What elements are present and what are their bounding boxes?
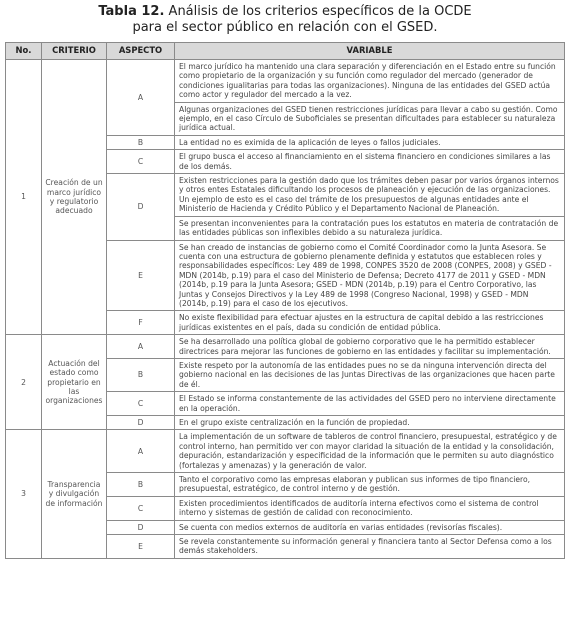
aspecto-cell: B <box>107 473 175 497</box>
variable-cell: Existe respeto por la autonomía de las entidades pues no se da ninguna intervención directa del gobierno nacional en las decisiones de las Juntas Directivas de las organizaciones que hacen parte de él. <box>175 358 565 391</box>
aspecto-cell: E <box>107 535 175 559</box>
variable-cell: Se cuenta con medios externos de auditoría en varias entidades (revisorías fiscales). <box>175 520 565 534</box>
criterio-cell: Creación de un marco jurídico y regulatorio adecuado <box>42 60 107 335</box>
variable-cell: Tanto el corporativo como las empresas elaboran y publican sus informes de tipo financiero, presupuestal, estratégico, de control interno y de gestión. <box>175 473 565 497</box>
caption-line-2: para el sector público en relación con el GSED. <box>132 20 438 35</box>
aspecto-cell: B <box>107 135 175 149</box>
variable-cell: Se revela constantemente su información general y financiera tanto al Sector Defensa como a los demás stakeholders. <box>175 535 565 559</box>
variable-cell: El Estado se informa constantemente de las actividades del GSED pero no interviene directamente en la operación. <box>175 392 565 416</box>
variable-cell: El marco jurídico ha mantenido una clara separación y diferenciación en el Estado entre su función como propietario de la organización y su función como regulador del mercado (generador de condiciones igualitarias para todas las organizaciones). Ninguna de las entidades del GSED actúa como actor y regulador del mercado a la vez. <box>175 60 565 103</box>
variable-cell: Se presentan inconvenientes para la contratación pues los estatutos en materia de contratación de las entidades públicas son inflexibles debido a su naturaleza jurídica. <box>175 216 565 240</box>
variable-cell: En el grupo existe centralización en la función de propiedad. <box>175 416 565 430</box>
caption-label: Tabla 12. <box>98 4 165 19</box>
variable-cell: Existen restricciones para la gestión dado que los trámites deben pasar por varios órganos internos y otros entes Estatales dificultando los procesos de planeación y ejecución de las organizaciones. Un ejemplo de esto es el caso del trámite de los presupuestos de algunas entidades ante el Ministerio de Hacienda y Crédito Público y el Departamento Nacional de Planeación. <box>175 174 565 217</box>
row-number: 1 <box>6 60 42 335</box>
variable-cell: No existe flexibilidad para efectuar ajustes en la estructura de capital debido a las restricciones jurídicas existentes en el país, dada su condición de entidad pública. <box>175 311 565 335</box>
variable-cell: El grupo busca el acceso al financiamiento en el sistema financiero en condiciones similares a las de los demás. <box>175 150 565 174</box>
aspecto-cell: D <box>107 174 175 240</box>
aspecto-cell: D <box>107 416 175 430</box>
analysis-table <box>5 42 565 559</box>
aspecto-cell: A <box>107 60 175 136</box>
caption-text-1: Análisis de los criterios específicos de la OCDE <box>168 4 472 19</box>
aspecto-cell: C <box>107 392 175 416</box>
header-no: No. <box>6 43 42 60</box>
variable-cell: La implementación de un software de tableros de control financiero, presupuestal, estratégico y de control interno, han permitido ver con mayor claridad la situación de la entidad y la consolidación, depuración, estandarización y especificidad de la información que le permiten su auto diagnóstico (fortalezas y amenazas) y la generación de valor. <box>175 430 565 473</box>
aspecto-cell: D <box>107 520 175 534</box>
aspecto-cell: A <box>107 335 175 359</box>
header-criterio: CRITERIO <box>42 43 107 60</box>
header-row <box>6 43 565 60</box>
header-aspecto: ASPECTO <box>107 43 175 60</box>
aspecto-cell: C <box>107 150 175 174</box>
table-row <box>6 335 565 359</box>
aspecto-cell: E <box>107 240 175 311</box>
variable-cell: Algunas organizaciones del GSED tienen restricciones jurídicas para llevar a cabo su gestión. Como ejemplo, en el caso Círculo de Suboficiales se presentan dificultades para establecer su naturaleza jurídica actual. <box>175 102 565 135</box>
table-row <box>6 430 565 473</box>
variable-cell: Se han creado de instancias de gobierno como el Comité Coordinador como la Junta Asesora. Se cuenta con una estructura de gobierno plenamente definida y estatutos que establecen roles y responsabilidades específicos: Ley 489 de 1998, CONPES 3520 de 2008 (CONPES, 2008) y GSED - MDN (2014b, p.19) para el caso del Ministerio de Defensa; Decreto 4177 de 2011 y GSED - MDN (2014b, p.19 para la Junta Asesora; GSED - MDN (2014b, p.19) para el Centro Corporativo, las Juntas y Consejos Directivos y la Ley 489 de 1998 (Congreso Nacional, 1998) y GSED - MDN (2014b, p.19) para el caso de los ejecutivos. <box>175 240 565 311</box>
caption-line-1 <box>0 4 570 20</box>
table-row <box>6 60 565 103</box>
table-body <box>6 60 565 559</box>
row-number: 2 <box>6 335 42 430</box>
aspecto-cell: A <box>107 430 175 473</box>
row-number: 3 <box>6 430 42 558</box>
aspecto-cell: C <box>107 496 175 520</box>
table-caption <box>0 0 570 40</box>
header-variable: VARIABLE <box>175 43 565 60</box>
criterio-cell: Actuación del estado como propietario en las organizaciones <box>42 335 107 430</box>
aspecto-cell: B <box>107 358 175 391</box>
criterio-cell: Transparencia y divulgación de información <box>42 430 107 558</box>
variable-cell: Existen procedimientos identificados de auditoría interna efectivos como el sistema de control interno y sistemas de gestión de calidad con reconocimiento. <box>175 496 565 520</box>
variable-cell: La entidad no es eximida de la aplicación de leyes o fallos judiciales. <box>175 135 565 149</box>
aspecto-cell: F <box>107 311 175 335</box>
variable-cell: Se ha desarrollado una política global de gobierno corporativo que le ha permitido establecer directrices para mejorar las funciones de gobierno en las entidades y facilitar su implementación. <box>175 335 565 359</box>
